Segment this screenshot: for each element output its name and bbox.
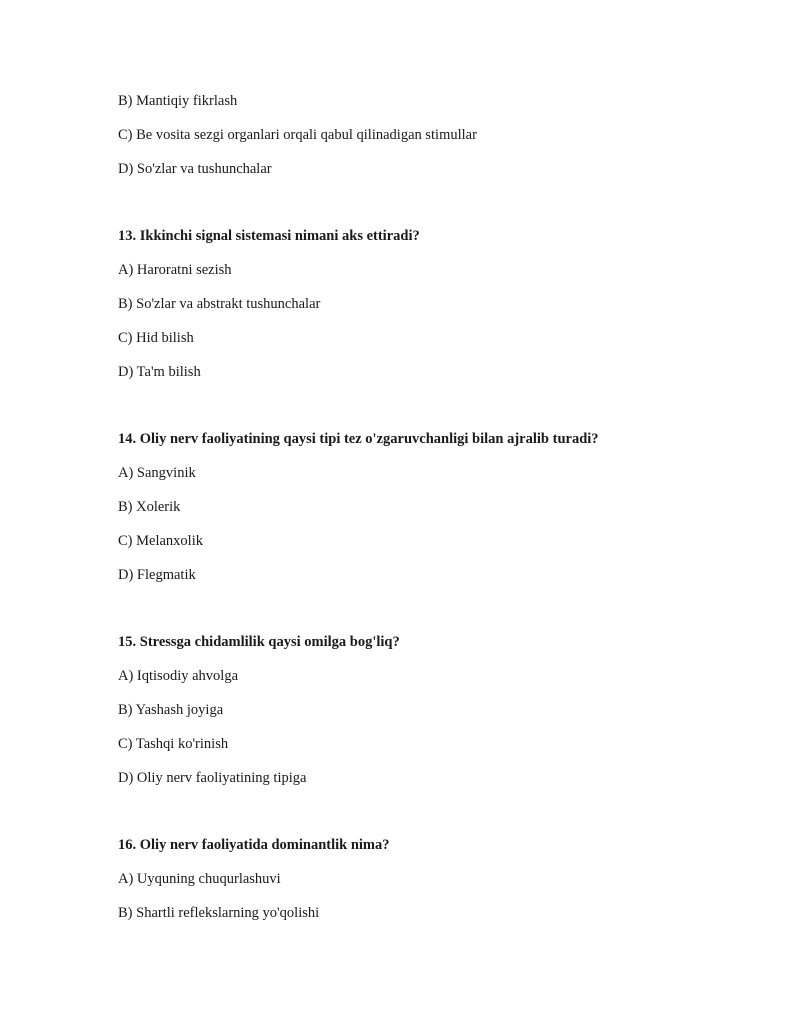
option-line: C) Melanxolik [118, 532, 203, 549]
document-page [118, 91, 738, 937]
option-line: B) Xolerik [118, 498, 181, 515]
question-13-block [118, 226, 738, 381]
option-line: B) Shartli reflekslarning yo'qolishi [118, 904, 320, 921]
section-gap [118, 801, 738, 835]
leading-options [118, 91, 738, 179]
question-13-text: 13. Ikkinchi signal sistemasi nimani aks ettiradi? [118, 228, 420, 245]
question-14-text: 14. Oliy nerv faoliyatining qaysi tipi tez o'zgaruvchanligi bilan ajralib turadi? [118, 431, 599, 448]
option-line: C) Be vosita sezgi organlari orqali qabul qilinadigan stimullar [118, 126, 477, 143]
option-line: A) Sangvinik [118, 465, 196, 482]
question-16-text: 16. Oliy nerv faoliyatida dominantlik nima? [118, 837, 390, 854]
option-line: D) Oliy nerv faoliyatining tipiga [118, 769, 307, 786]
question-15-block [118, 632, 738, 787]
option-line: B) Yashash joyiga [118, 701, 224, 718]
section-gap [118, 598, 738, 632]
option-line: B) Mantiqiy fikrlash [118, 93, 238, 109]
option-line: A) Uyquning chuqurlashuvi [118, 871, 281, 888]
option-line: A) Iqtisodiy ahvolga [118, 668, 239, 685]
option-line: D) Flegmatik [118, 566, 196, 583]
section-gap [118, 395, 738, 429]
option-line: C) Tashqi ko'rinish [118, 735, 229, 752]
option-line: D) So'zlar va tushunchalar [118, 160, 272, 177]
option-line: B) So'zlar va abstrakt tushunchalar [118, 295, 321, 312]
question-15-text: 15. Stressga chidamlilik qaysi omilga bog'liq? [118, 634, 400, 651]
section-gap [118, 192, 738, 226]
option-line: D) Ta'm bilish [118, 363, 201, 380]
option-line: A) Haroratni sezish [118, 262, 232, 279]
option-line: C) Hid bilish [118, 329, 194, 346]
question-14-block [118, 429, 738, 584]
question-16-block [118, 835, 738, 923]
